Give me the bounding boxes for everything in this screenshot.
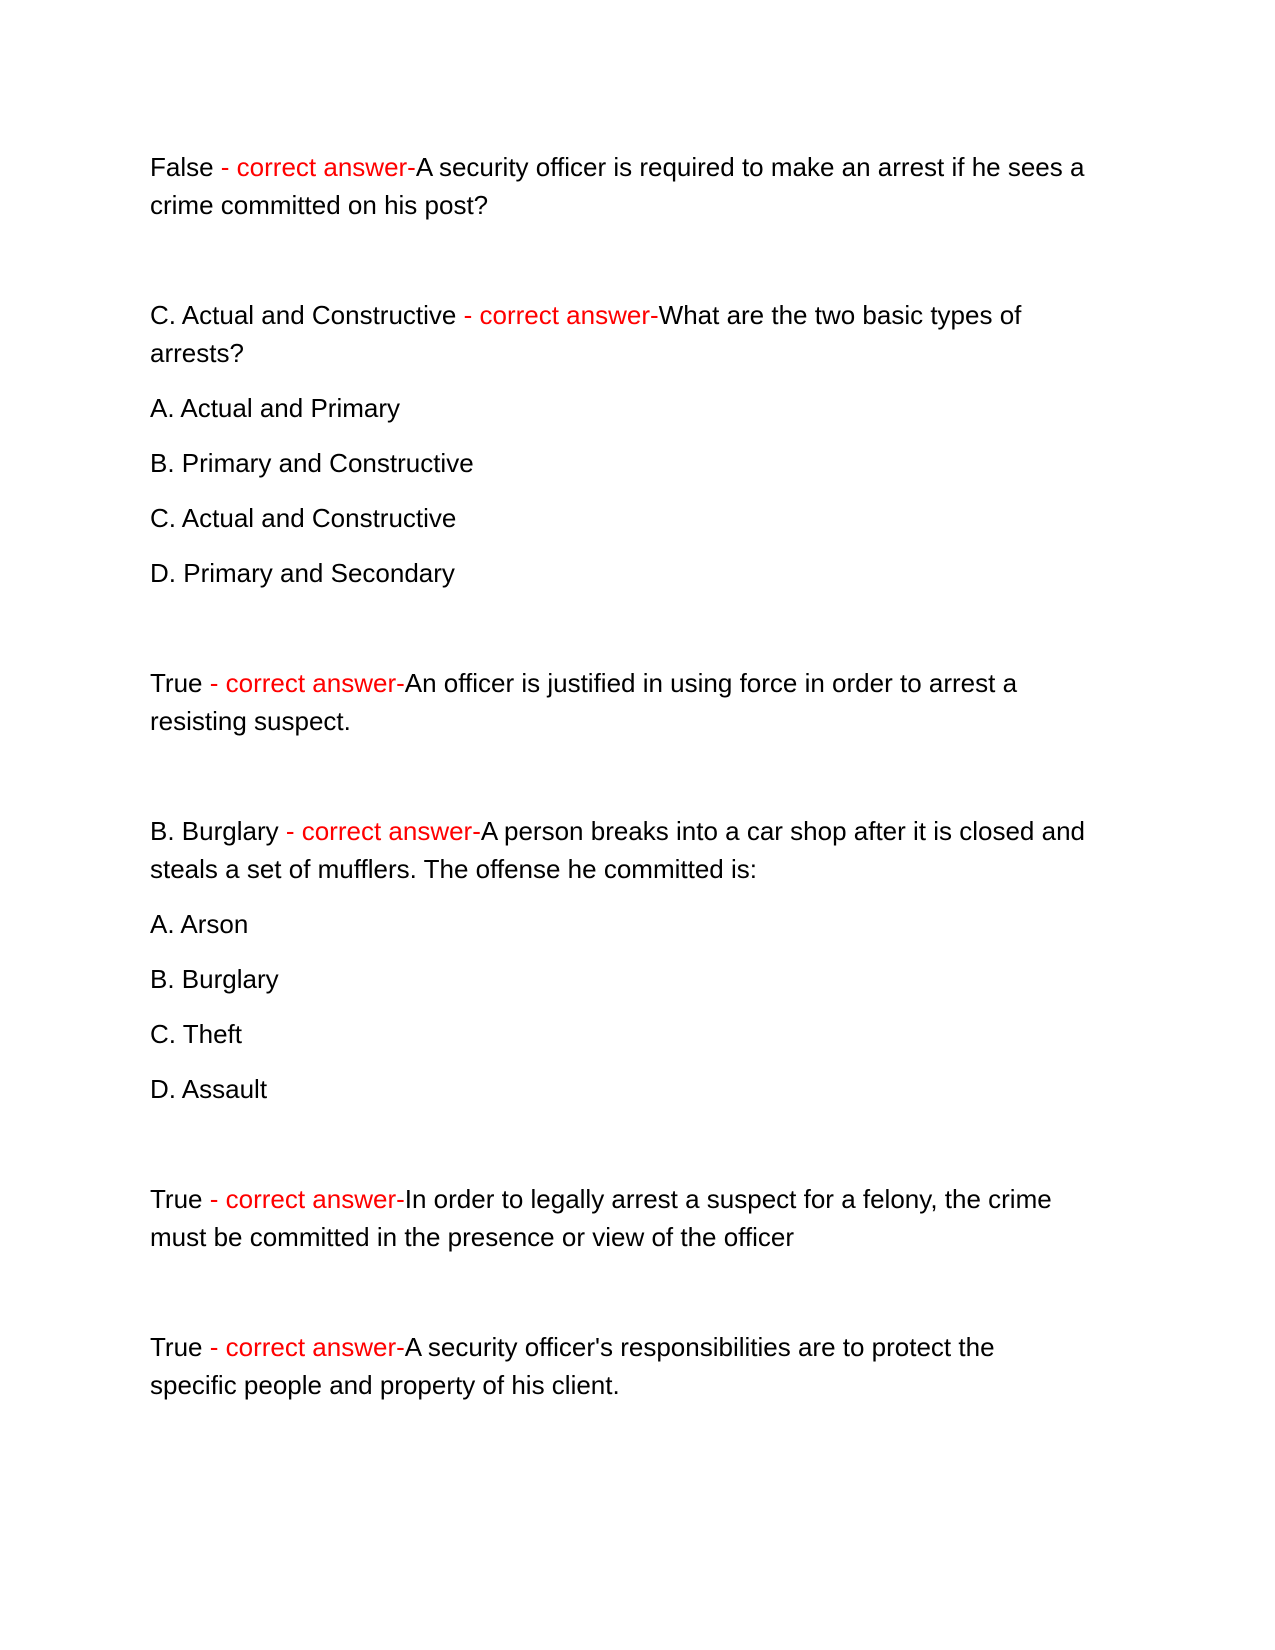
qa-block <box>150 664 1130 740</box>
qa-block <box>150 296 1130 592</box>
qa-block <box>150 1180 1130 1256</box>
question-line: arrests? <box>150 338 244 368</box>
question-line: resisting suspect. <box>150 706 351 736</box>
options-list <box>150 389 1130 592</box>
question-line: A security officer's responsibilities are to protect the <box>404 1332 995 1362</box>
question-line: What are the two basic types of <box>658 300 1022 330</box>
qa-block <box>150 812 1130 1108</box>
option-item: C. Theft <box>150 1019 243 1049</box>
option-item: D. Assault <box>150 1074 268 1104</box>
qa-text <box>150 1180 1130 1256</box>
option-item: A. Actual and Primary <box>150 393 400 423</box>
answer-text: False <box>150 152 214 182</box>
option-item: C. Actual and Constructive <box>150 503 457 533</box>
qa-block <box>150 148 1130 224</box>
correct-answer-label: - correct answer- <box>213 152 416 182</box>
qa-text <box>150 1328 1130 1404</box>
option-item: D. Primary and Secondary <box>150 558 455 588</box>
question-line: A person breaks into a car shop after it is closed and <box>480 816 1085 846</box>
answer-text: B. Burglary <box>150 816 279 846</box>
answer-text: True <box>150 1332 203 1362</box>
option-item: A. Arson <box>150 909 249 939</box>
qa-text <box>150 296 1130 372</box>
correct-answer-label: - correct answer- <box>278 816 481 846</box>
correct-answer-label: - correct answer- <box>456 300 659 330</box>
qa-text <box>150 664 1130 740</box>
question-line: steals a set of mufflers. The offense he committed is: <box>150 854 757 884</box>
question-line: In order to legally arrest a suspect for a felony, the crime <box>404 1184 1052 1214</box>
answer-text: C. Actual and Constructive <box>150 300 457 330</box>
question-line: must be committed in the presence or view of the officer <box>150 1222 795 1252</box>
qa-block <box>150 1328 1130 1404</box>
question-line: crime committed on his post? <box>150 190 489 220</box>
question-line: specific people and property of his client. <box>150 1370 620 1400</box>
correct-answer-label: - correct answer- <box>202 1332 405 1362</box>
question-line: An officer is justified in using force in order to arrest a <box>404 668 1018 698</box>
option-item: B. Primary and Constructive <box>150 448 474 478</box>
correct-answer-label: - correct answer- <box>202 668 405 698</box>
options-list <box>150 905 1130 1108</box>
option-item: B. Burglary <box>150 964 279 994</box>
qa-text <box>150 812 1130 888</box>
answer-text: True <box>150 668 203 698</box>
document-page <box>150 148 1130 1404</box>
qa-text <box>150 148 1130 224</box>
answer-text: True <box>150 1184 203 1214</box>
correct-answer-label: - correct answer- <box>202 1184 405 1214</box>
question-line: A security officer is required to make an arrest if he sees a <box>415 152 1085 182</box>
